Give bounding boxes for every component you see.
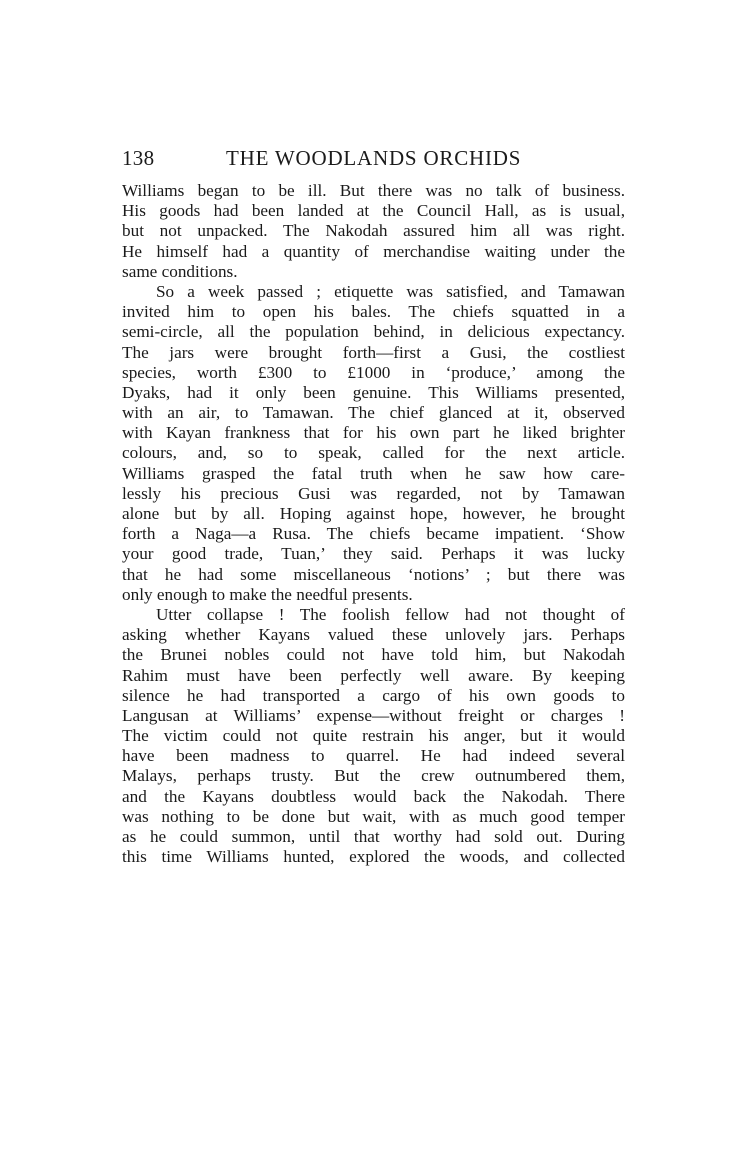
text-line: Williams grasped the fatal truth when he saw how care- <box>122 463 625 483</box>
text-line: lessly his precious Gusi was regarded, not by Tamawan <box>122 483 625 503</box>
text-line: The jars were brought forth—first a Gusi, the costliest <box>122 342 625 362</box>
text-line: species, worth £300 to £1000 in ‘produce,’ among the <box>122 362 625 382</box>
text-line: was nothing to be done but wait, with as much good temper <box>122 806 625 826</box>
text-line: Langusan at Williams’ expense—without freight or charges ! <box>122 705 625 725</box>
running-head <box>122 146 625 176</box>
text-line: your good trade, Tuan,’ they said. Perhaps it was lucky <box>122 544 625 564</box>
text-line: with Kayan frankness that for his own part he liked brighter <box>122 423 625 443</box>
text-line: forth a Naga—a Rusa. The chiefs became impatient. ‘Show <box>122 524 625 544</box>
text-line: with an air, to Tamawan. The chief glanced at it, observed <box>122 403 625 423</box>
text-line: same conditions. <box>122 261 238 281</box>
text-line: silence he had transported a cargo of his own goods to <box>122 685 625 705</box>
text-line: asking whether Kayans valued these unlovely jars. Perhaps <box>122 625 625 645</box>
running-title: THE WOODLANDS ORCHIDS <box>226 146 522 170</box>
text-line: the Brunei nobles could not have told him, but Nakodah <box>122 645 625 665</box>
text-line: alone but by all. Hoping against hope, however, he brought <box>122 504 625 523</box>
text-line: only enough to make the needful presents. <box>122 584 413 604</box>
text-line: invited him to open his bales. The chiefs squatted in a <box>122 302 625 322</box>
body-text <box>122 181 625 867</box>
text-line: The victim could not quite restrain his anger, but it would <box>122 726 625 746</box>
text-line: that he had some miscellaneous ‘notions’ ; but there was <box>122 564 625 584</box>
text-line: semi-circle, all the population behind, in delicious expectancy. <box>122 322 625 342</box>
text-line: but not unpacked. The Nakodah assured him all was right. <box>122 221 625 241</box>
text-line: So a week passed ; etiquette was satisfied, and Tamawan <box>156 281 625 301</box>
text-line: as he could summon, until that worthy had sold out. During <box>122 827 625 846</box>
page-number: 138 <box>122 146 155 170</box>
text-line: and the Kayans doubtless would back the Nakodah. There <box>122 786 625 806</box>
text-line: Malays, perhaps trusty. But the crew outnumbered them, <box>122 766 625 786</box>
text-line: Williams began to be ill. But there was no talk of business. <box>122 181 625 200</box>
text-line: have been madness to quarrel. He had indeed several <box>122 746 625 766</box>
text-line: His goods had been landed at the Council Hall, as is usual, <box>122 201 625 221</box>
text-line: colours, and, so to speak, called for the next article. <box>122 443 625 463</box>
text-line: Rahim must have been perfectly well aware. By keeping <box>122 665 625 685</box>
text-line: this time Williams hunted, explored the woods, and collected <box>122 847 625 867</box>
text-line: Utter collapse ! The foolish fellow had not thought of <box>156 604 625 624</box>
text-line: He himself had a quantity of merchandise waiting under the <box>122 241 625 261</box>
text-line: Dyaks, had it only been genuine. This Williams presented, <box>122 382 625 402</box>
